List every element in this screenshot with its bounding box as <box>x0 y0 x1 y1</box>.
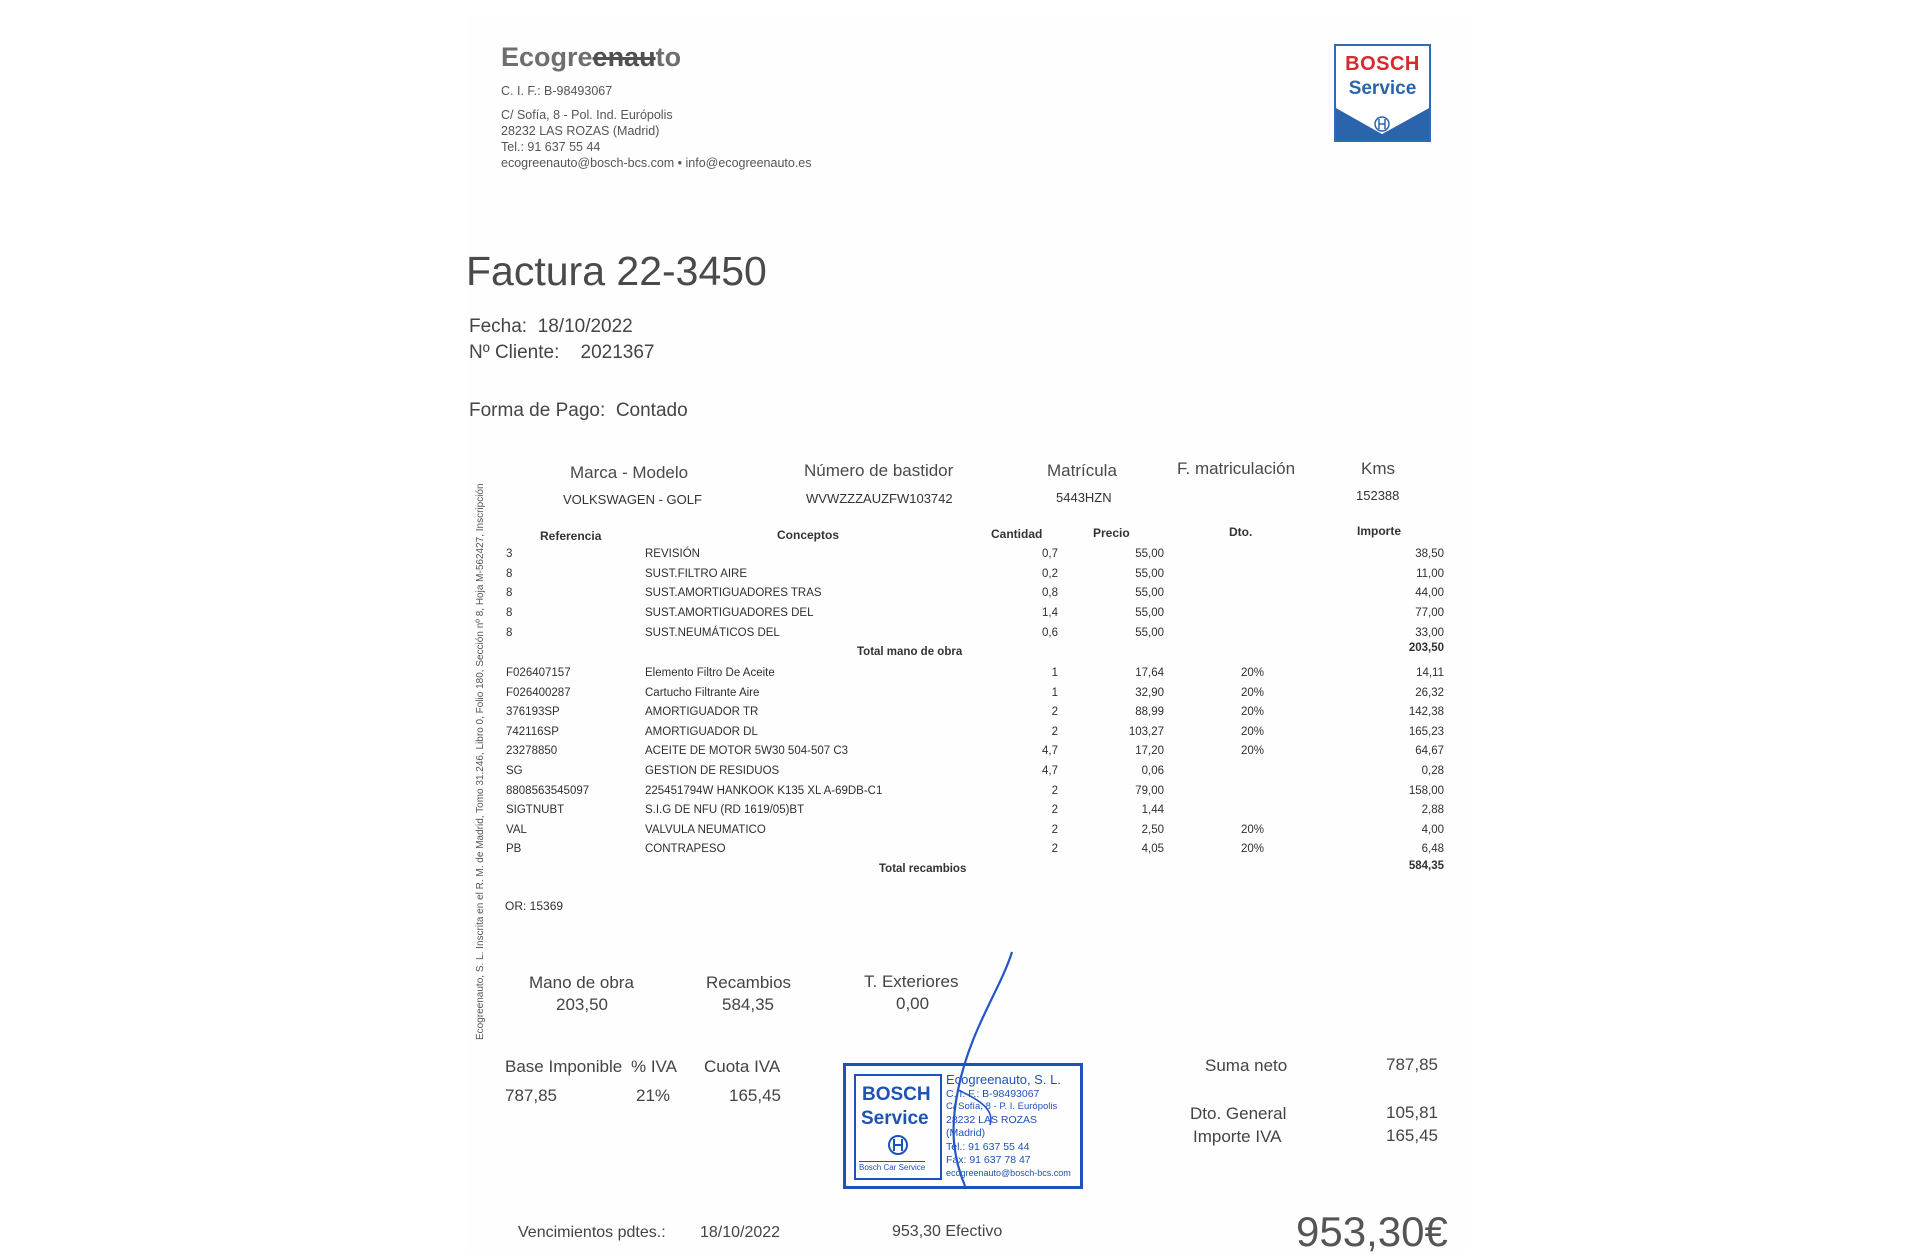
cell-qty: 2 <box>1051 843 1058 856</box>
cell-qty: 1,4 <box>1042 607 1058 620</box>
cell-amount: 64,67 <box>1415 745 1444 758</box>
company-phone: Tel.: 91 637 55 44 <box>501 140 601 154</box>
cell-concept: Cartucho Filtrante Aire <box>645 686 760 699</box>
cell-qty: 0,7 <box>1042 548 1058 560</box>
cell-amount: 11,00 <box>1416 567 1444 580</box>
cell-ref: 23278850 <box>506 745 558 758</box>
cell-disc: 20% <box>1240 667 1264 679</box>
cell-price: 79,00 <box>1135 784 1164 797</box>
stamp-line-8: ecogreenauto@bosch-bcs.com <box>946 1168 1071 1178</box>
cell-amount: 158,00 <box>1408 784 1444 797</box>
company-address-1: C/ Sofía, 8 - Pol. Ind. Európolis <box>501 108 673 122</box>
stamp-line-4: 28232 LAS ROZAS <box>946 1114 1038 1126</box>
stamp-bosch-logo: BOSCH Service Bosch Car Service <box>854 1074 942 1180</box>
vehicle-model: VOLKSWAGEN - GOLF <box>563 492 702 507</box>
company-address-2: 28232 LAS ROZAS (Madrid) <box>501 124 660 138</box>
cell-ref: VAL <box>506 823 527 836</box>
cell-concept: GESTION DE RESIDUOS <box>645 765 780 777</box>
stamp-armature-icon <box>887 1134 909 1156</box>
cell-ref: 8 <box>506 587 513 600</box>
vehicle-plate: 5443HZN <box>1056 490 1112 505</box>
col-header-ref: Referencia <box>540 529 602 543</box>
cell-ref: PB <box>506 843 522 856</box>
cell-qty: 1 <box>1051 667 1058 679</box>
cell-qty: 2 <box>1051 823 1058 836</box>
due-amount: 953,30 Efectivo <box>892 1223 1003 1240</box>
cell-amount: 77,00 <box>1415 607 1444 620</box>
cell-ref: 8808563545097 <box>506 784 590 797</box>
cell-price: 55,00 <box>1135 607 1164 620</box>
cell-qty: 0,2 <box>1042 567 1058 580</box>
registry-note: Ecogreenauto, S. L. Inscrita en el R. M. de Madrid, Tomo 31.246, Libro 0, Folio 180, Sección nº 8, Hoja M-562427, Inscripción <box>475 483 486 1040</box>
cell-qty: 2 <box>1051 706 1058 719</box>
col-header-concept: Conceptos <box>777 528 840 542</box>
cell-price: 2,50 <box>1141 823 1164 836</box>
company-emails: ecogreenauto@bosch-bcs.com • info@ecogreenauto.es <box>501 156 812 170</box>
cell-disc: 20% <box>1240 823 1264 836</box>
cell-disc: 20% <box>1240 745 1264 758</box>
cell-amount: 14,11 <box>1416 667 1444 679</box>
cell-concept: Elemento Filtro De Aceite <box>645 667 775 679</box>
handwritten-signature <box>940 950 1020 1190</box>
cell-price: 4,05 <box>1141 843 1164 856</box>
cell-concept: 225451794W HANKOOK K135 XL A-69DB-C1 <box>645 784 883 797</box>
cell-price: 17,64 <box>1135 667 1164 679</box>
cell-amount: 142,38 <box>1408 706 1444 719</box>
net-sum-label: Suma neto <box>1205 1056 1288 1075</box>
vehicle-header-plate: Matrícula <box>1047 461 1117 480</box>
tax-base-label: Base Imponible <box>505 1057 623 1076</box>
col-header-price: Precio <box>1093 526 1130 540</box>
cell-price: 88,99 <box>1135 706 1164 719</box>
tax-quota-label: Cuota IVA <box>704 1057 781 1076</box>
vat-amount-label: Importe IVA <box>1193 1127 1282 1146</box>
stamp-line-7: Fax: 91 637 78 47 <box>946 1154 1031 1166</box>
tax-quota-value: 165,45 <box>729 1086 781 1105</box>
parts-total-value: 584,35 <box>1408 860 1444 872</box>
cell-amount: 4,00 <box>1421 823 1444 836</box>
net-sum-value: 787,85 <box>1386 1055 1438 1074</box>
summary-parts-value: 584,35 <box>722 995 774 1014</box>
cell-ref: SIGTNUBT <box>506 804 565 817</box>
bosch-armature-icon <box>1336 104 1429 140</box>
cell-ref: F026400287 <box>506 686 571 699</box>
summary-ext-value: 0,00 <box>896 994 930 1013</box>
invoice-date: Fecha: 18/10/2022 <box>469 316 633 337</box>
cell-price: 55,00 <box>1135 567 1164 580</box>
cell-concept: REVISIÓN <box>645 548 700 560</box>
cell-amount: 44,00 <box>1415 587 1444 600</box>
cell-concept: CONTRAPESO <box>645 843 726 856</box>
cell-ref: SG <box>506 765 523 777</box>
cell-disc: 20% <box>1240 725 1264 738</box>
cell-qty: 0,8 <box>1042 587 1058 600</box>
bosch-service-logo <box>1334 44 1431 142</box>
cell-ref: 8 <box>506 607 513 620</box>
cell-price: 17,20 <box>1135 745 1164 758</box>
cell-concept: SUST.AMORTIGUADORES TRAS <box>645 587 822 600</box>
cell-amount: 0,28 <box>1421 765 1444 777</box>
cell-concept: VALVULA NEUMATICO <box>645 823 766 836</box>
cell-ref: 742116SP <box>506 725 559 738</box>
cell-qty: 1 <box>1051 686 1058 699</box>
logo-service-text: Service <box>1348 78 1417 99</box>
summary-parts-label: Recambios <box>706 973 792 992</box>
stamp-line-3: C/ Sofía, 8 - P. I. Európolis <box>946 1101 1058 1112</box>
cell-concept: SUST.FILTRO AIRE <box>645 567 748 580</box>
cell-concept: AMORTIGUADOR DL <box>645 725 758 738</box>
cell-qty: 4,7 <box>1042 765 1058 777</box>
cell-qty: 0,6 <box>1042 626 1058 639</box>
payment-method: Forma de Pago: Contado <box>469 400 688 421</box>
cell-price: 103,27 <box>1128 725 1164 738</box>
general-discount-label: Dto. General <box>1190 1104 1287 1123</box>
invoice-title: Factura 22-3450 <box>466 248 767 294</box>
cell-disc: 20% <box>1240 686 1264 699</box>
or-number: OR: 15369 <box>505 899 564 913</box>
cell-qty: 2 <box>1051 725 1058 738</box>
cell-ref: 3 <box>506 548 513 560</box>
grand-total: 953,30€ <box>1296 1208 1448 1255</box>
summary-labor-label: Mano de obra <box>529 973 634 992</box>
vehicle-header-reg-date: F. matriculación <box>1177 459 1296 478</box>
cell-concept: SUST.AMORTIGUADORES DEL <box>645 607 814 620</box>
cell-amount: 26,32 <box>1415 686 1444 699</box>
labor-total-label: Total mano de obra <box>857 646 963 658</box>
cell-disc: 20% <box>1240 843 1264 856</box>
stamp-line-6: Tel.: 91 637 55 44 <box>946 1141 1030 1153</box>
logo-bosch-text: BOSCH <box>1345 53 1420 75</box>
parts-total-label: Total recambios <box>879 863 967 875</box>
col-header-qty: Cantidad <box>991 527 1043 541</box>
cell-amount: 2,88 <box>1421 804 1444 817</box>
company-cif: C. I. F.: B-98493067 <box>501 84 613 98</box>
cell-disc: 20% <box>1240 706 1264 719</box>
cell-price: 32,90 <box>1135 686 1164 699</box>
stamp-line-1: Ecogreenauto, S. L. <box>946 1072 1061 1087</box>
cell-price: 55,00 <box>1135 626 1164 639</box>
tax-pct-value: 21% <box>636 1086 671 1105</box>
vehicle-header-model: Marca - Modelo <box>570 463 689 482</box>
cell-ref: 376193SP <box>506 706 560 719</box>
cell-concept: S.I.G DE NFU (RD 1619/05)BT <box>645 804 805 817</box>
cell-amount: 33,00 <box>1415 626 1444 639</box>
cell-price: 55,00 <box>1135 587 1164 600</box>
client-number: Nº Cliente: 2021367 <box>469 342 655 363</box>
cell-price: 1,44 <box>1141 804 1164 817</box>
general-discount-value: 105,81 <box>1386 1103 1438 1122</box>
cell-qty: 2 <box>1051 804 1058 817</box>
cell-ref: 8 <box>506 567 513 580</box>
due-date: 18/10/2022 <box>700 1224 781 1241</box>
vehicle-header-vin: Número de bastidor <box>804 461 954 480</box>
col-header-discount: Dto. <box>1229 525 1253 539</box>
col-header-amount: Importe <box>1357 524 1402 538</box>
stamp-line-5: (Madrid) <box>946 1127 986 1139</box>
summary-ext-label: T. Exteriores <box>864 972 959 991</box>
vat-amount-value: 165,45 <box>1386 1126 1438 1145</box>
summary-labor-value: 203,50 <box>556 995 608 1014</box>
cell-amount: 6,48 <box>1421 843 1444 856</box>
cell-amount: 165,23 <box>1408 725 1444 738</box>
due-label: Vencimientos pdtes.: <box>518 1224 666 1241</box>
vehicle-vin: WVWZZZAUZFW103742 <box>806 491 953 506</box>
cell-concept: ACEITE DE MOTOR 5W30 504-507 C3 <box>645 745 849 758</box>
vehicle-header-kms: Kms <box>1361 459 1395 478</box>
cell-ref: F026407157 <box>506 667 571 679</box>
company-name: Ecogreenauto <box>501 42 682 72</box>
stamp-line-2: C. I. F.: B-98493067 <box>946 1088 1040 1100</box>
cell-concept: SUST.NEUMÁTICOS DEL <box>645 626 780 639</box>
cell-qty: 2 <box>1051 784 1058 797</box>
cell-amount: 38,50 <box>1415 548 1444 560</box>
tax-base-value: 787,85 <box>505 1086 557 1105</box>
cell-price: 0,06 <box>1141 765 1164 777</box>
labor-total-value: 203,50 <box>1408 642 1444 654</box>
cell-ref: 8 <box>506 626 513 639</box>
tax-pct-label: % IVA <box>631 1057 677 1076</box>
vehicle-kms: 152388 <box>1356 488 1400 503</box>
cell-price: 55,00 <box>1135 548 1164 560</box>
cell-qty: 4,7 <box>1042 745 1058 758</box>
cell-concept: AMORTIGUADOR TR <box>645 706 759 719</box>
